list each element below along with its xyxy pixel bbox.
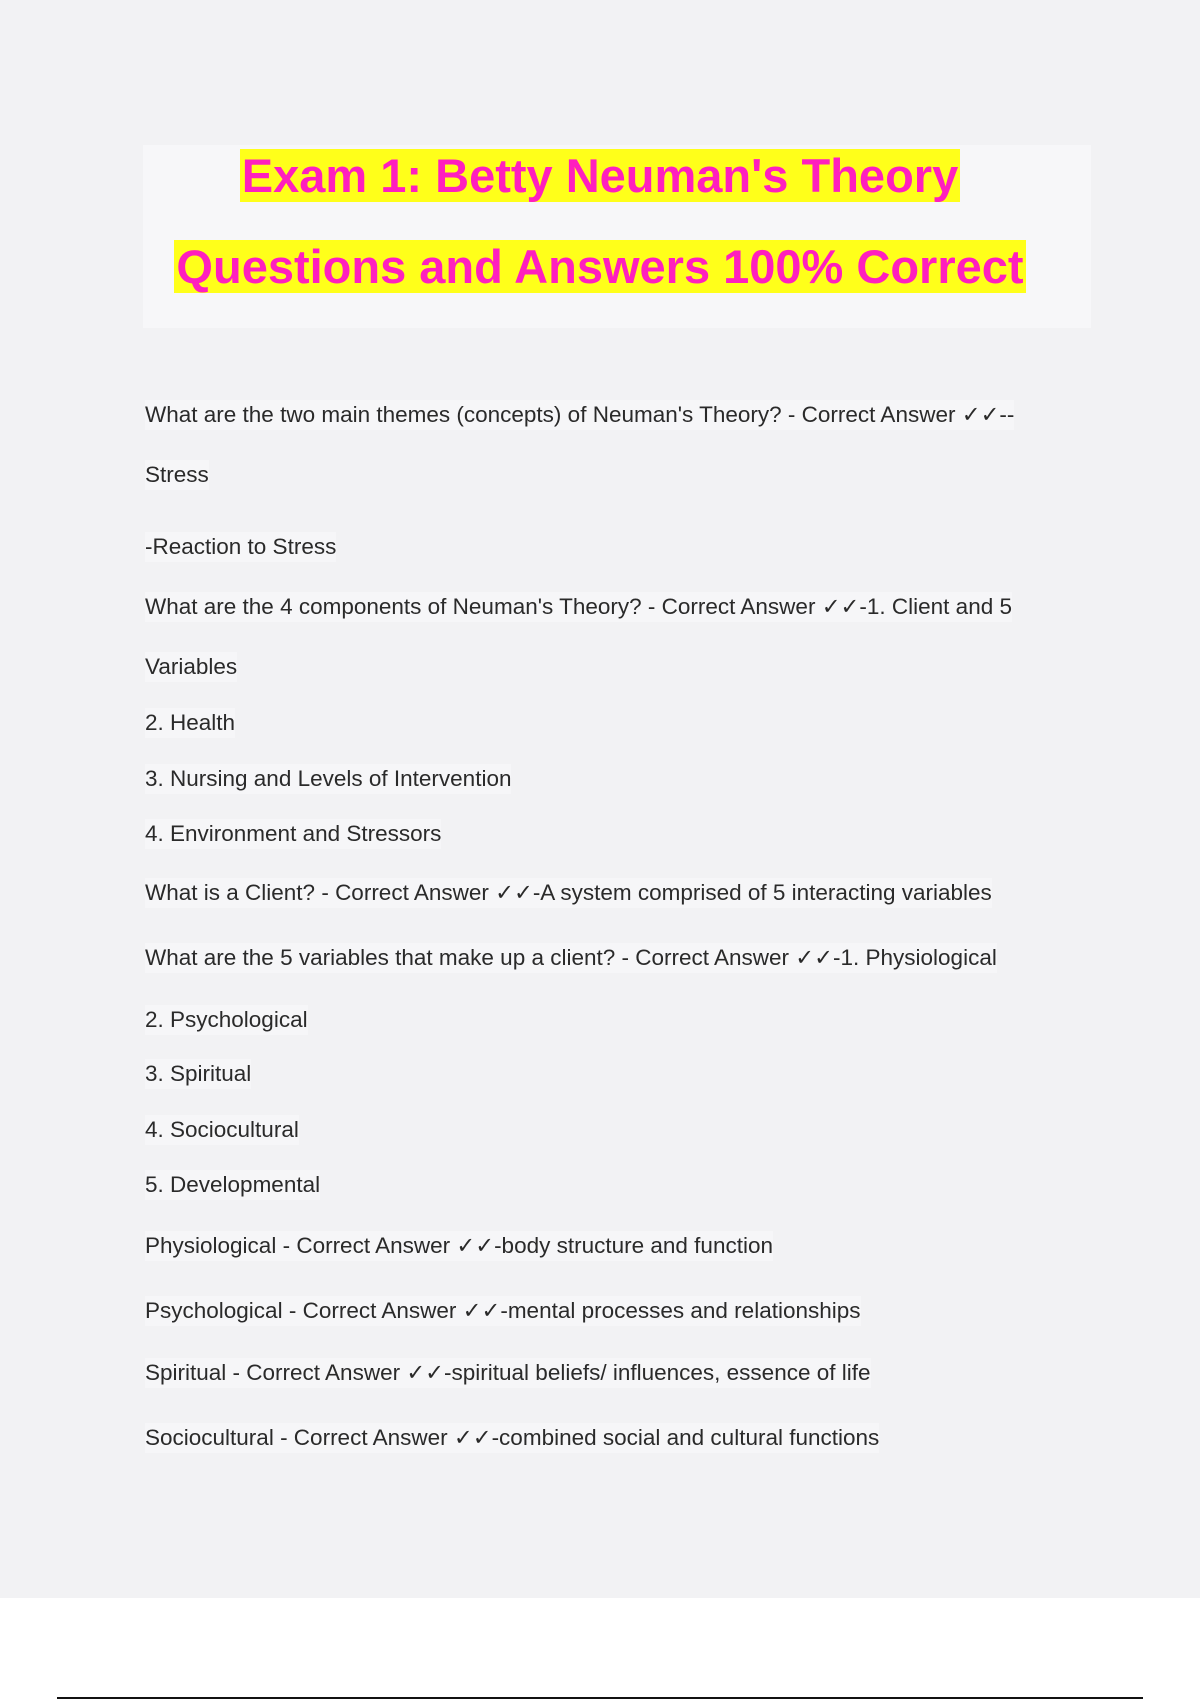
answer-line: Variables [145, 652, 237, 682]
answer-line: Stress [145, 460, 209, 490]
answer-line: 2. Psychological [145, 1005, 308, 1035]
question-client: What is a Client? - Correct Answer ✓✓-A system comprised of 5 interacting variables [145, 878, 992, 908]
answer-line: 2. Health [145, 708, 235, 738]
answer-line: -Reaction to Stress [145, 532, 336, 562]
question-themes: What are the two main themes (concepts) of Neuman's Theory? - Correct Answer ✓✓-- [145, 400, 1014, 430]
footer-divider [57, 1697, 1143, 1699]
answer-line: 3. Nursing and Levels of Intervention [145, 764, 511, 794]
answer-line: 5. Developmental [145, 1170, 320, 1200]
definition-sociocultural: Sociocultural - Correct Answer ✓✓-combined social and cultural functions [145, 1423, 879, 1453]
answer-line: 4. Environment and Stressors [145, 819, 441, 849]
question-variables: What are the 5 variables that make up a client? - Correct Answer ✓✓-1. Physiological [145, 943, 997, 973]
document-title-line-2: Questions and Answers 100% Correct [176, 240, 1024, 293]
definition-psychological: Psychological - Correct Answer ✓✓-mental processes and relationships [145, 1296, 861, 1326]
definition-spiritual: Spiritual - Correct Answer ✓✓-spiritual beliefs/ influences, essence of life [145, 1358, 871, 1388]
answer-line: 4. Sociocultural [145, 1115, 299, 1145]
answer-line: 3. Spiritual [145, 1059, 251, 1089]
definition-physiological: Physiological - Correct Answer ✓✓-body structure and function [145, 1231, 773, 1261]
question-components: What are the 4 components of Neuman's Theory? - Correct Answer ✓✓-1. Client and 5 [145, 592, 1012, 622]
document-title-line-1: Exam 1: Betty Neuman's Theory [241, 149, 959, 202]
